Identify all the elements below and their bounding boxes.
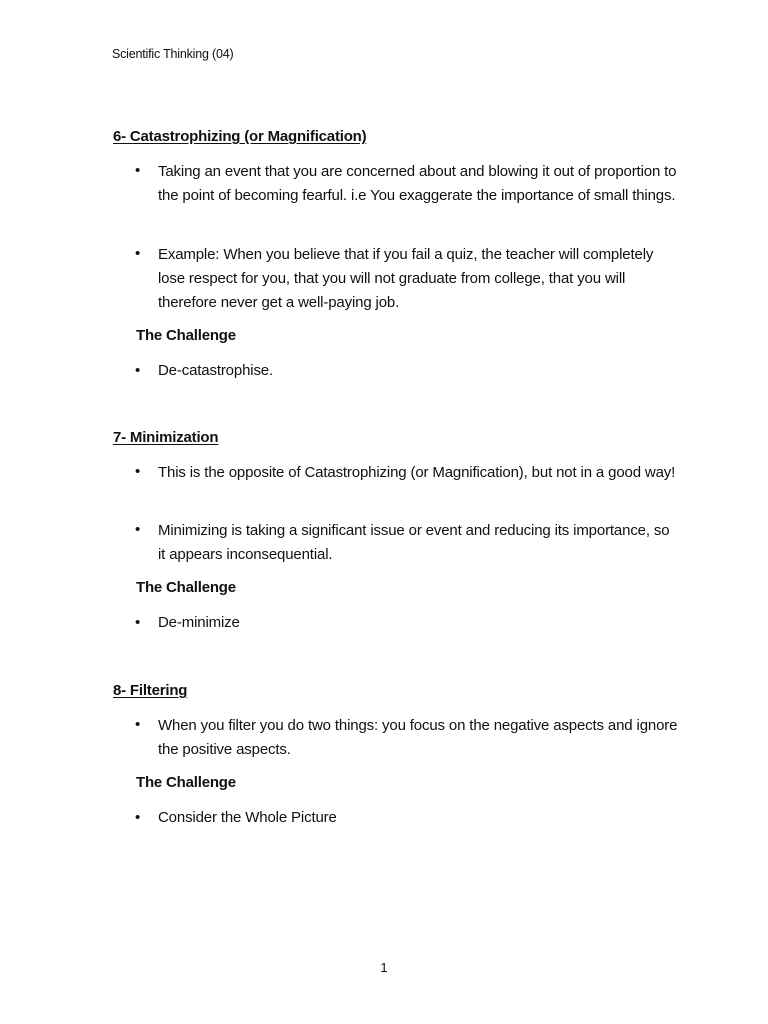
bullet-marker: • [135, 521, 141, 538]
bullet-marker: • [135, 809, 141, 826]
bullet-text: When you filter you do two things: you focus on the negative aspects and ignore the positive aspects. [158, 717, 678, 758]
page-header: Scientific Thinking (04) [112, 47, 234, 61]
bullet-marker: • [135, 614, 141, 631]
section-heading-catastrophizing: 6- Catastrophizing (or Magnification) [113, 128, 367, 145]
challenge-heading: The Challenge [136, 774, 236, 791]
challenge-bullet-text: De-catastrophise. [158, 362, 274, 379]
bullet-marker: • [135, 162, 141, 179]
challenge-heading: The Challenge [136, 327, 236, 344]
bullet-marker: • [135, 716, 141, 733]
challenge-heading: The Challenge [136, 579, 236, 596]
bullet-text: This is the opposite of Catastrophizing (or Magnification), but not in a good way! [158, 464, 676, 481]
page-number: 1 [380, 960, 388, 975]
bullet-text: Minimizing is taking a significant issue or event and reducing its importance, so it appears inconsequential. [158, 522, 670, 563]
challenge-bullet-text: Consider the Whole Picture [158, 809, 337, 826]
section-heading-filtering: 8- Filtering [113, 682, 188, 699]
bullet-text: Taking an event that you are concerned about and blowing it out of proportion to the point of becoming fearful. i.e You exaggerate the importance of small things. [158, 163, 677, 204]
bullet-marker: • [135, 463, 141, 480]
bullet-marker: • [135, 245, 141, 262]
challenge-bullet-text: De-minimize [158, 614, 240, 631]
bullet-marker: • [135, 362, 141, 379]
section-heading-minimization: 7- Minimization [113, 429, 219, 446]
bullet-text: Example: When you believe that if you fail a quiz, the teacher will completely lose respect for you, that you will not graduate from college, that you will therefore never get a well-paying job. [158, 246, 654, 311]
